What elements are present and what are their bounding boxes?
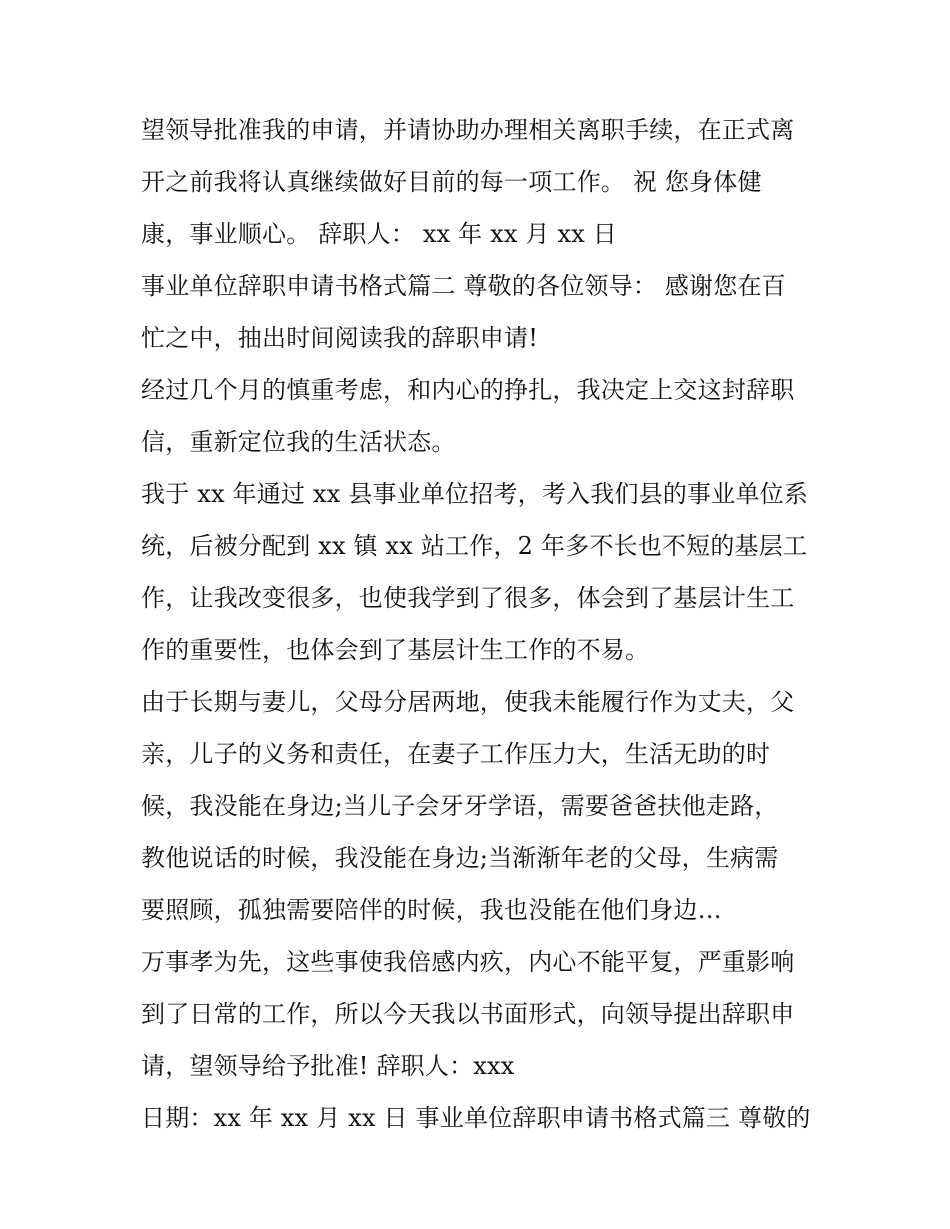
text-line: 作的重要性，也体会到了基层计生工作的不易。 [141,636,650,664]
text-line: 请，望领导给予批准! 辞职人：xxx [141,1052,515,1080]
text-line: 由于长期与妻儿，父母分居两地，使我未能履行作为丈夫，父 [141,688,795,716]
document-body [141,108,821,1148]
text-line: 候，我没能在身边;当儿子会牙牙学语，需要爸爸扶他走路， [141,792,779,820]
text-line: 我于 xx 年通过 xx 县事业单位招考，考入我们县的事业单位系 [141,480,809,508]
text-line: 忙之中，抽出时间阅读我的辞职申请! [141,324,539,352]
text-line: 日期：xx 年 xx 月 xx 日 事业单位辞职申请书格式篇三 尊敬的 [141,1104,811,1132]
text-line: 教他说话的时候，我没能在身边;当渐渐年老的父母，生病需 [141,844,779,872]
text-line: 康，事业顺心。 辞职人： xx 年 xx 月 xx 日 [141,220,618,248]
text-line: 要照顾，孤独需要陪伴的时候，我也没能在他们身边… [141,896,722,924]
text-line: 统，后被分配到 xx 镇 xx 站工作，2 年多不长也不短的基层工 [141,532,808,560]
text-line: 事业单位辞职申请书格式篇二 尊敬的各位领导： 感谢您在百 [141,272,786,300]
text-line: 亲，儿子的义务和责任，在妻子工作压力大，生活无助的时 [141,740,771,768]
text-line: 信，重新定位我的生活状态。 [141,428,456,456]
text-line: 开之前我将认真继续做好目前的每一项工作。 祝 您身体健 [141,168,762,196]
text-line: 万事孝为先，这些事使我倍感内疚，内心不能平复，严重影响 [141,948,795,976]
text-line: 作，让我改变很多，也使我学到了很多，体会到了基层计生工 [141,584,795,612]
text-line: 望领导批准我的申请，并请协助办理相关离职手续，在正式离 [141,116,795,144]
text-line: 到了日常的工作，所以今天我以书面形式，向领导提出辞职申 [141,1000,795,1028]
text-line: 经过几个月的慎重考虑，和内心的挣扎，我决定上交这封辞职 [141,376,795,404]
